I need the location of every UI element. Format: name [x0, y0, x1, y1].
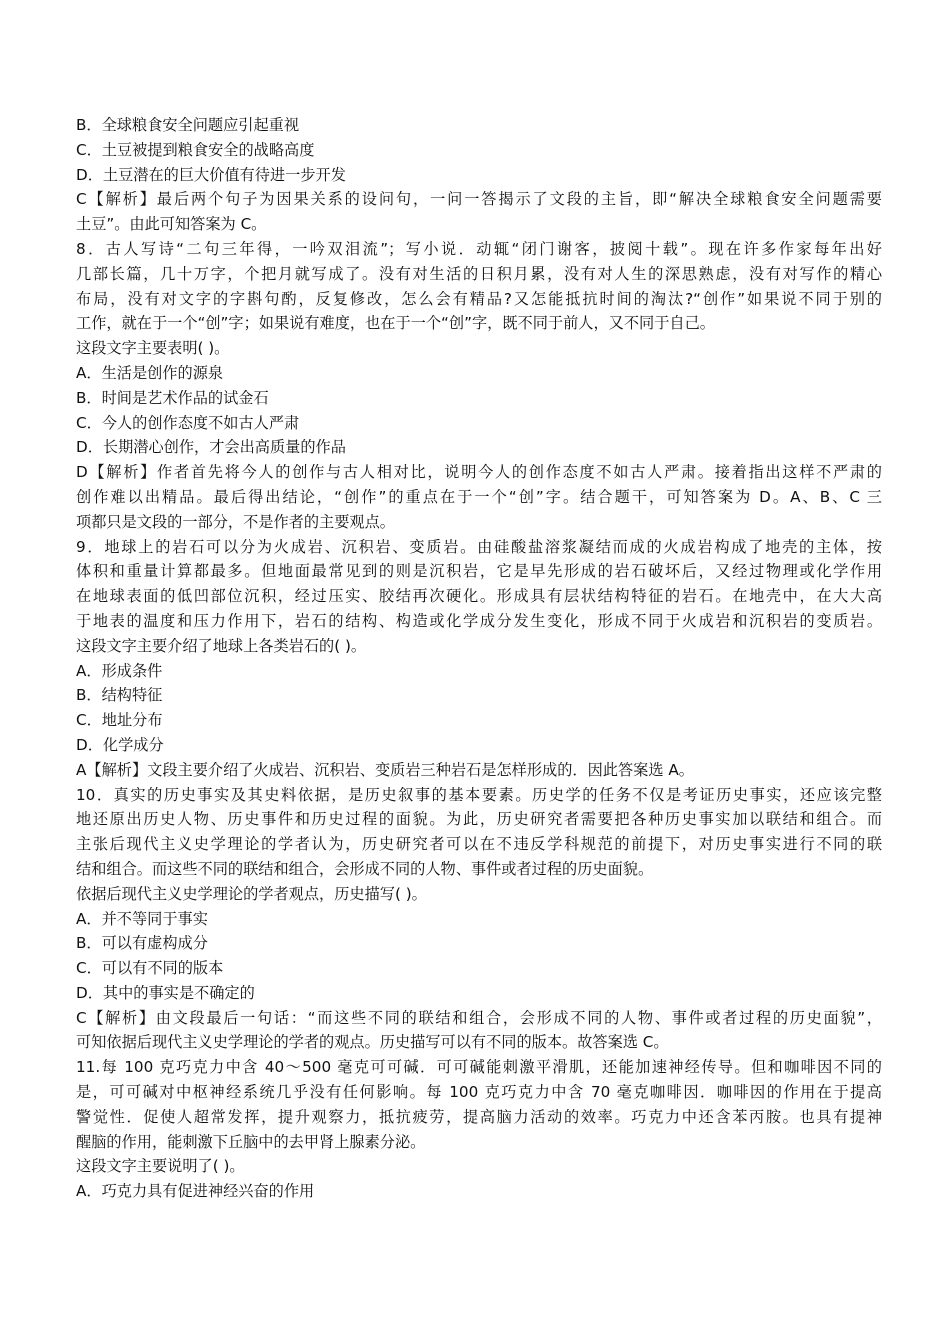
q8-analysis-line: D【解析】作者首先将今人的创作与古人相对比，说明今人的创作态度不如古人严肃。接着指出这样不严肃的 — [76, 463, 882, 482]
q7-option-c: C．土豆被提到粮食安全的战略高度 — [76, 140, 315, 159]
q10-option-a: A．并不等同于事实 — [76, 909, 208, 928]
q9-passage-line: 在地球表面的低凹部位沉积，经过压实、胶结再次硬化。形成具有层状结构特征的岩石。在地壳中，在大大高 — [76, 587, 882, 606]
q10-question: 依据后现代主义史学理论的学者观点，历史描写( )。 — [76, 884, 427, 903]
q11-passage-line: 醒脑的作用，能刺激下丘脑中的去甲肾上腺素分泌。 — [76, 1132, 426, 1151]
q9-passage-line: 于地表的温度和压力作用下，岩石的结构、构造或化学成分发生变化，形成不同于火成岩和沉积岩的变质岩。 — [76, 611, 882, 630]
q9-option-a: A．形成条件 — [76, 661, 163, 680]
q9-passage-line: 体积和重量计算都最多。但地面最常见到的则是沉积岩，它是早先形成的岩石破坏后，又经过物理或化学作用 — [76, 562, 882, 581]
q8-passage-line: 工作，就在于一个“创”字；如果说有难度，也在于一个“创”字，既不同于前人，又不同于自己。 — [76, 314, 715, 333]
q11-question: 这段文字主要说明了( )。 — [76, 1157, 245, 1176]
q11-passage-line: 11.每 100 克巧克力中含 40～500 毫克可可碱．可可碱能刺激平滑肌，还能加速神经传导。但和咖啡因不同的 — [76, 1058, 882, 1077]
q8-option-b: B．时间是艺术作品的试金石 — [76, 388, 269, 407]
q9-question: 这段文字主要介绍了地球上各类岩石的( )。 — [76, 636, 367, 655]
q11-passage-line: 是，可可碱对中枢神经系统几乎没有任何影响。每 100 克巧克力中含 70 毫克咖啡因．咖啡因的作用在于提高 — [76, 1083, 882, 1102]
q10-passage-line: 结和组合。而这些不同的联结和组合，会形成不同的人物、事件或者过程的历史面貌。 — [76, 859, 654, 878]
q10-option-b: B．可以有虚构成分 — [76, 934, 208, 953]
q7-option-b: B．全球粮食安全问题应引起重视 — [76, 116, 300, 134]
q10-analysis-line: 可知依据后现代主义史学理论的学者的观点。历史描写可以有不同的版本。故答案选 C。 — [76, 1033, 669, 1052]
q9-passage-line: 9．地球上的岩石可以分为火成岩、沉积岩、变质岩。由硅酸盐溶浆凝结而成的火成岩构成了地壳的主体，按 — [76, 537, 882, 556]
question-8 — [76, 237, 882, 535]
q8-option-a: A．生活是创作的源泉 — [76, 363, 224, 382]
q7-analysis-line: 土豆”。由此可知答案为 C。 — [76, 215, 267, 234]
question-10 — [76, 783, 882, 1056]
q11-option-a: A．巧克力具有促进神经兴奋的作用 — [76, 1182, 315, 1201]
q10-option-d: D．其中的事实是不确定的 — [76, 983, 255, 1002]
q8-option-c: C．今人的创作态度不如古人严肃 — [76, 413, 300, 432]
q10-passage-line: 主张后现代主义史学理论的学者认为，历史研究者可以在不违反学科规范的前提下，对历史事实进行不同的联 — [76, 835, 882, 854]
question-11 — [76, 1055, 882, 1204]
q8-passage-line: 布局，没有对文字的字斟句酌，反复修改，怎么会有精品?又怎能抵抗时间的淘汰?“创作”如果说不同于别的 — [76, 289, 882, 308]
q9-analysis-line: A【解析】文段主要介绍了火成岩、沉积岩、变质岩三种岩石是怎样形成的．因此答案选 A。 — [76, 760, 694, 779]
q7-analysis-line: C【解析】最后两个句子为因果关系的设问句，一问一答揭示了文段的主旨，即“解决全球粮食安全问题需要 — [76, 190, 882, 209]
q10-option-c: C．可以有不同的版本 — [76, 959, 224, 978]
q8-question: 这段文字主要表明( )。 — [76, 339, 230, 358]
q8-passage-line: 8．古人写诗“二句三年得，一吟双泪流”；写小说．动辄“闭门谢客，披阅十载”。现在许多作家每年出好 — [76, 239, 882, 258]
q7-option-d: D．土豆潜在的巨大价值有待进一步开发 — [76, 165, 346, 184]
q10-analysis-line: C【解析】由文段最后一句话：“而这些不同的联结和组合，会形成不同的人物、事件或者过程的历史面貌”， — [76, 1008, 882, 1027]
question-9 — [76, 535, 882, 783]
q8-option-d: D．长期潜心创作，才会出高质量的作品 — [76, 438, 346, 457]
q10-passage-line: 地还原出历史人物、历史事件和历史过程的面貌。为此，历史研究者需要把各种历史事实加以联结和组合。而 — [76, 810, 882, 829]
question-7-tail — [76, 113, 882, 237]
q10-passage-line: 10．真实的历史事实及其史料依据，是历史叙事的基本要素。历史学的任务不仅是考证历史事实，还应该完整 — [76, 785, 882, 804]
q8-analysis-line: 项都只是文段的一部分，不是作者的主要观点。 — [76, 512, 395, 531]
document-page — [76, 113, 882, 1204]
q8-passage-line: 几部长篇，几十万字，个把月就写成了。没有对生活的日积月累，没有对人生的深思熟虑，没有对写作的精心 — [76, 264, 882, 283]
q9-option-d: D．化学成分 — [76, 735, 164, 754]
q11-passage-line: 警觉性．促使人超常发挥，提升观察力，抵抗疲劳，提高脑力活动的效率。巧克力中还含苯丙胺。也具有提神 — [76, 1107, 882, 1126]
q9-option-c: C．地址分布 — [76, 711, 163, 730]
q9-option-b: B．结构特征 — [76, 686, 163, 705]
q8-analysis-line: 创作难以出精品。最后得出结论，“创作”的重点在于一个“创”字。结合题干，可知答案为 D。A、B、C 三 — [76, 487, 882, 506]
